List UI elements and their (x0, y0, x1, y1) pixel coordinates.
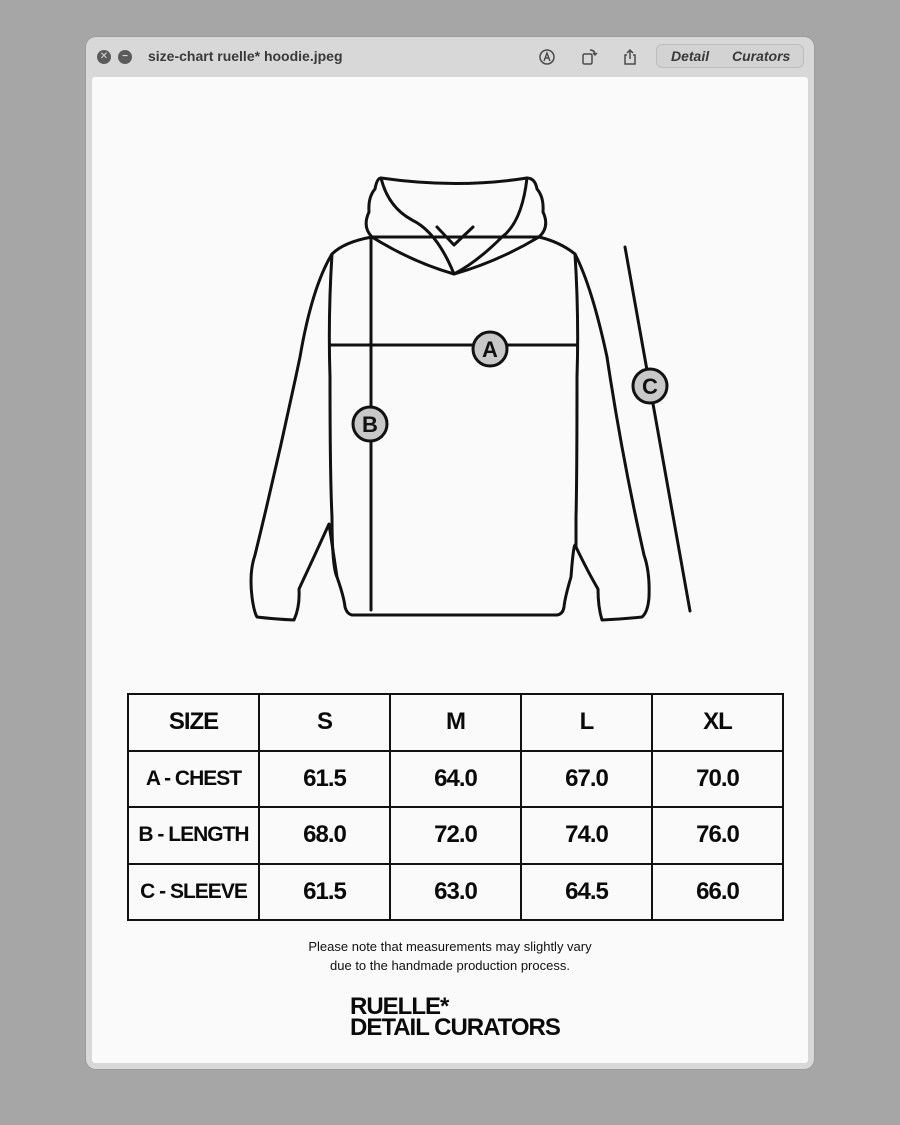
note-line-1: Please note that measurements may slightly vary (308, 939, 592, 954)
marker-a-label: A (482, 337, 498, 362)
measurement-note (92, 937, 808, 975)
table-cell: 76.0 (652, 807, 783, 864)
rotate-icon[interactable] (580, 48, 598, 66)
table-cell: 64.5 (521, 864, 652, 921)
row-label: C - SLEEVE (128, 864, 259, 921)
table-cell: 67.0 (521, 751, 652, 808)
header-size: SIZE (128, 694, 259, 751)
hoodie-diagram (92, 77, 808, 637)
segment-curators[interactable]: Curators (732, 48, 791, 64)
markup-icon[interactable] (538, 48, 556, 66)
table-cell: 63.0 (390, 864, 521, 921)
header-l: L (521, 694, 652, 751)
window-title: size-chart ruelle* hoodie.jpeg (148, 48, 343, 64)
minimize-icon[interactable]: − (118, 50, 132, 64)
header-s: S (259, 694, 390, 751)
header-xl: XL (652, 694, 783, 751)
table-cell: 61.5 (259, 751, 390, 808)
segment-detail[interactable]: Detail (671, 48, 710, 64)
row-label: B - LENGTH (128, 807, 259, 864)
brand-logo (350, 993, 560, 1041)
table-row (128, 751, 783, 808)
logo-line-2: DETAIL CURATORS (350, 1014, 560, 1041)
table-row (128, 864, 783, 921)
header-m: M (390, 694, 521, 751)
table-header-row (128, 694, 783, 751)
marker-c-label: C (642, 374, 658, 399)
marker-b-label: B (362, 412, 378, 437)
table-row (128, 807, 783, 864)
preview-window (86, 37, 814, 1069)
table-cell: 72.0 (390, 807, 521, 864)
logo-line-1: RUELLE* (350, 993, 449, 1020)
table-cell: 66.0 (652, 864, 783, 921)
image-canvas (92, 77, 808, 1063)
table-cell: 68.0 (259, 807, 390, 864)
title-bar (86, 37, 814, 77)
table-cell: 70.0 (652, 751, 783, 808)
row-label: A - CHEST (128, 751, 259, 808)
note-line-2: due to the handmade production process. (330, 958, 570, 973)
share-icon[interactable] (621, 48, 639, 66)
close-icon[interactable]: ✕ (97, 50, 111, 64)
table-cell: 61.5 (259, 864, 390, 921)
table-cell: 64.0 (390, 751, 521, 808)
table-cell: 74.0 (521, 807, 652, 864)
detail-curators-segmented-control[interactable] (656, 44, 804, 68)
size-table (127, 693, 784, 921)
